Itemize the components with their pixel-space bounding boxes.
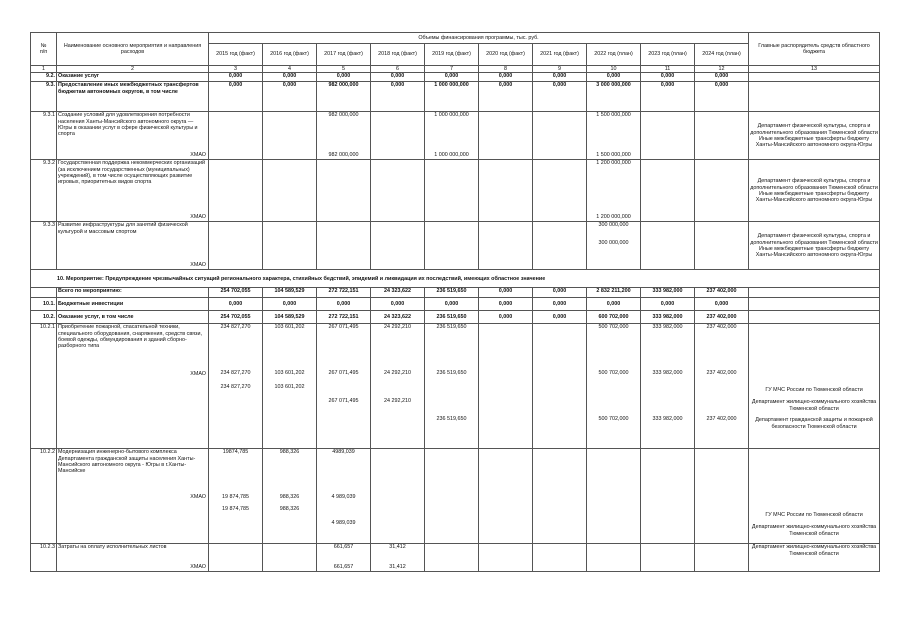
value-text: 267 071,495 — [328, 370, 359, 377]
col-number: 6 — [371, 66, 425, 73]
value-cell — [587, 160, 641, 222]
row-name: Всего по мероприятию: — [57, 288, 209, 298]
xmao-label: ХМАО — [190, 214, 206, 220]
value-text: 988,326 — [279, 494, 300, 501]
distributor-text: ГУ МЧС России по Тюменской области — [765, 512, 863, 519]
distributor-cell — [749, 449, 880, 544]
value-text: 982 000,000 — [328, 112, 359, 119]
value-cell: 0,000 — [263, 298, 317, 311]
row-name-text: Государственная поддержка некоммерческих организаций (за исключением государственных (муниципальных) учреждений), в том числе осуществляющих развитие игровых, приоритетных видов спорта — [58, 160, 206, 186]
value-cell — [209, 324, 263, 449]
value-text: 234 827,270 — [220, 384, 251, 391]
value-text: 31,412 — [389, 564, 406, 570]
value-cell: 0,000 — [371, 298, 425, 311]
value-cell — [371, 544, 425, 572]
value-text: 988,326 — [279, 449, 300, 456]
value-text: 236 519,650 — [436, 324, 467, 331]
value-text: 234 827,270 — [220, 370, 251, 377]
value-cell: 104 589,529 — [263, 288, 317, 298]
row-number: 9.3.2 — [31, 160, 57, 222]
value-cell — [587, 324, 641, 449]
col-number: 3 — [209, 66, 263, 73]
value-text: 24 292,210 — [384, 398, 411, 405]
value-text: 333 982,000 — [652, 370, 683, 377]
col-number: 8 — [479, 66, 533, 73]
value-cell: 982 000,000 — [317, 82, 371, 112]
value-text: 1 000 000,000 — [434, 112, 469, 119]
table-row — [31, 160, 880, 222]
value-text: 103 601,202 — [274, 324, 305, 331]
col-number: 7 — [425, 66, 479, 73]
distributor-cell — [749, 288, 880, 298]
distributor-text: Департамент гражданской защиты и пожарной безопасности Тюменской области — [755, 417, 873, 430]
value-cell: 0,000 — [263, 82, 317, 112]
value-cell: 0,000 — [587, 73, 641, 82]
row-number: 10.2.1 — [31, 324, 57, 449]
distributor-cell: Департамент физической культуры, спорта и дополнительного образования Тюменской области Иные межбюджетные трансферты бюджету Ханты-Мансийского автономного округа-Югры — [749, 222, 880, 270]
value-cell: 104 589,529 — [263, 311, 317, 324]
value-cell: 0,000 — [695, 82, 749, 112]
row-name — [57, 324, 209, 449]
value-text: 500 702,000 — [598, 324, 629, 331]
row-number: 10.2. — [31, 311, 57, 324]
value-cell: 0,000 — [425, 298, 479, 311]
xmao-label: ХМАО — [190, 564, 206, 570]
table-row — [31, 298, 880, 311]
row-number: 9.3.3 — [31, 222, 57, 270]
value-cell: 333 982,000 — [641, 288, 695, 298]
header-year: 2023 год (план) — [641, 44, 695, 66]
value-text: 4 989,039 — [331, 494, 356, 501]
value-cell: 236 519,650 — [425, 311, 479, 324]
distributor-cell — [749, 298, 880, 311]
value-cell: 0,000 — [317, 73, 371, 82]
value-cell — [209, 449, 263, 544]
col-number: 12 — [695, 66, 749, 73]
value-text: 267 071,495 — [328, 398, 359, 405]
value-cell: 3 000 000,000 — [587, 82, 641, 112]
xmao-label: ХМАО — [190, 262, 206, 268]
row-name — [57, 160, 209, 222]
value-text: 333 982,000 — [652, 324, 683, 331]
value-text: 267 071,495 — [328, 324, 359, 331]
distributor-cell — [749, 73, 880, 82]
distributor-text: Департамент жилищно-коммунального хозяйства Тюменской области — [751, 524, 877, 537]
value-cell: 0,000 — [695, 73, 749, 82]
xmao-label: ХМАО — [190, 152, 206, 158]
table-row — [31, 82, 880, 112]
value-text: 333 982,000 — [652, 416, 683, 423]
value-text: 103 601,202 — [274, 370, 305, 377]
row-name-text: Создание условий для удовлетворения потребности населения Ханты-Мансийского автономного округа — Югры в оказании услуг в сфере физической культуры и спорта — [58, 112, 198, 138]
value-cell — [317, 544, 371, 572]
value-text: 24 292,210 — [384, 324, 411, 331]
xmao-label: ХМАО — [190, 371, 206, 378]
header-name: Наименование основного мероприятия и направления расходов — [57, 33, 209, 66]
value-cell — [641, 324, 695, 449]
value-cell: 0,000 — [479, 73, 533, 82]
table-row — [31, 449, 880, 544]
value-cell: 237 402,000 — [695, 288, 749, 298]
value-text: 500 702,000 — [598, 416, 629, 423]
distributor-cell — [749, 324, 880, 449]
value-cell — [695, 324, 749, 449]
header-year: 2019 год (факт) — [425, 44, 479, 66]
header-year: 2021 год (факт) — [533, 44, 587, 66]
value-cell — [263, 449, 317, 544]
section-title: 10. Мероприятие: Предупреждение чрезвычайных ситуаций регионального характера, стихийных бедствий, эпидемий и ликвидация их последствий, имеющих областное значение — [31, 270, 880, 288]
table-row — [31, 73, 880, 82]
row-name-text: Затраты на оплату исполнительных листов — [58, 544, 167, 551]
value-cell: 24 323,622 — [371, 311, 425, 324]
value-cell: 0,000 — [641, 298, 695, 311]
distributor-text: Департамент жилищно-коммунального хозяйства Тюменской области — [751, 399, 877, 412]
header-year: 2024 год (план) — [695, 44, 749, 66]
table-row — [31, 544, 880, 572]
value-cell: 0,000 — [479, 82, 533, 112]
value-cell: 0,000 — [479, 298, 533, 311]
table-row — [31, 222, 880, 270]
value-cell: 236 519,650 — [425, 288, 479, 298]
distributor-cell — [749, 311, 880, 324]
value-text: 1 500 000,000 — [596, 112, 631, 119]
value-cell — [317, 449, 371, 544]
value-text: 300 000,000 — [598, 240, 629, 247]
value-cell: 1 000 000,000 — [425, 82, 479, 112]
value-cell — [371, 324, 425, 449]
value-cell: 24 323,622 — [371, 288, 425, 298]
value-text: 237 402,000 — [706, 416, 737, 423]
row-number: 9.2. — [31, 73, 57, 82]
row-number: 10.2.2 — [31, 449, 57, 544]
value-cell — [587, 222, 641, 270]
row-number: 10.2.3 — [31, 544, 57, 572]
table-row — [31, 324, 880, 449]
col-number: 10 — [587, 66, 641, 73]
xmao-label: ХМАО — [190, 494, 206, 501]
value-text: 988,326 — [279, 506, 300, 513]
value-cell: 0,000 — [641, 82, 695, 112]
distributor-cell — [749, 82, 880, 112]
distributor-cell: Департамент физической культуры, спорта и дополнительного образования Тюменской области Иные межбюджетные трансферты бюджету Ханты-Мансийского автономного округа-Югры — [749, 112, 880, 160]
value-cell: 0,000 — [209, 73, 263, 82]
table-row — [31, 112, 880, 160]
row-name — [57, 449, 209, 544]
col-number: 1 — [31, 66, 57, 73]
table-row — [31, 288, 880, 298]
value-text: 1 200 000,000 — [596, 160, 631, 167]
value-cell: 0,000 — [533, 82, 587, 112]
value-cell: 0,000 — [533, 73, 587, 82]
value-text: 500 702,000 — [598, 370, 629, 377]
col-number: 2 — [57, 66, 209, 73]
financing-table-sheet — [30, 32, 878, 572]
value-cell: 0,000 — [479, 288, 533, 298]
distributor-cell: Департамент жилищно-коммунального хозяйства Тюменской области — [749, 544, 880, 572]
col-number: 4 — [263, 66, 317, 73]
value-cell: 0,000 — [209, 298, 263, 311]
col-number: 13 — [749, 66, 880, 73]
value-cell — [263, 324, 317, 449]
value-cell: 254 702,055 — [209, 311, 263, 324]
row-name — [57, 222, 209, 270]
value-text: 1 500 000,000 — [596, 152, 631, 158]
value-text: 31,412 — [389, 544, 406, 551]
row-number: 10.1. — [31, 298, 57, 311]
value-text: 4989,039 — [332, 449, 355, 456]
row-name — [57, 544, 209, 572]
row-name: Бюджетные инвестиции — [57, 298, 209, 311]
value-text: 1 200 000,000 — [596, 214, 631, 220]
header-number: № п/п — [31, 33, 57, 66]
header-year: 2020 год (факт) — [479, 44, 533, 66]
table-row — [31, 270, 880, 288]
financing-table — [30, 32, 880, 572]
value-text: 19 874,785 — [222, 494, 249, 501]
value-cell: 0,000 — [209, 82, 263, 112]
value-text: 1 000 000,000 — [434, 152, 469, 158]
distributor-cell: Департамент физической культуры, спорта и дополнительного образования Тюменской области Иные межбюджетные трансферты бюджету Ханты-Мансийского автономного округа-Югры — [749, 160, 880, 222]
value-text: 103 601,202 — [274, 384, 305, 391]
col-number: 9 — [533, 66, 587, 73]
row-name-text: Приобретение пожарной, спасательной техники, специального оборудования, снаряжения, средств связи, боевой одежды, обмундирования и зданий сборно-разборного типа — [58, 324, 203, 350]
table-row — [31, 311, 880, 324]
row-name: Оказание услуг — [57, 73, 209, 82]
value-cell: 0,000 — [641, 73, 695, 82]
row-name: Предоставление иных межбюджетных трансфертов бюджетам автономных округов, в том числе — [57, 82, 209, 112]
value-text: 237 402,000 — [706, 324, 737, 331]
value-text: 234 827,270 — [220, 324, 251, 331]
row-number: 9.3.1 — [31, 112, 57, 160]
value-cell: 272 722,151 — [317, 311, 371, 324]
row-name-text: Модернизация инженерно-бытового комплекса Департамента гражданской защиты населения Ханты-Мансийского автономного округа - Югры в г.Ханты-Мансийске — [58, 449, 196, 475]
value-cell: 0,000 — [533, 311, 587, 324]
value-text: 661,657 — [333, 564, 354, 570]
header-year: 2016 год (факт) — [263, 44, 317, 66]
value-cell: 0,000 — [263, 73, 317, 82]
value-text: 19 874,785 — [222, 506, 249, 513]
header-year: 2018 год (факт) — [371, 44, 425, 66]
value-cell: 600 702,000 — [587, 311, 641, 324]
value-cell: 0,000 — [371, 82, 425, 112]
row-name-text: Развитие инфраструктуры для занятий физической культурой и массовым спортом — [58, 222, 188, 235]
value-cell: 0,000 — [371, 73, 425, 82]
value-cell: 0,000 — [425, 73, 479, 82]
value-cell — [425, 112, 479, 160]
value-cell: 333 982,000 — [641, 311, 695, 324]
value-cell: 0,000 — [479, 311, 533, 324]
value-text: 24 292,210 — [384, 370, 411, 377]
value-text: 4 989,039 — [331, 520, 356, 527]
value-cell: 254 702,055 — [209, 288, 263, 298]
value-text: 19874,785 — [222, 449, 249, 456]
distributor-text: ГУ МЧС России по Тюменской области — [765, 387, 863, 394]
value-cell: 0,000 — [695, 298, 749, 311]
header-year: 2017 год (факт) — [317, 44, 371, 66]
row-number: 9.3. — [31, 82, 57, 112]
header-distributor: Главные распорядитель средств областного бюджета — [749, 33, 880, 66]
value-text: 236 519,650 — [436, 416, 467, 423]
row-name — [57, 112, 209, 160]
value-cell — [425, 324, 479, 449]
value-cell — [317, 324, 371, 449]
value-text: 236 519,650 — [436, 370, 467, 377]
header-year: 2015 год (факт) — [209, 44, 263, 66]
value-cell: 0,000 — [533, 298, 587, 311]
value-cell: 0,000 — [533, 288, 587, 298]
value-cell — [587, 112, 641, 160]
header-year: 2022 год (план) — [587, 44, 641, 66]
value-text: 237 402,000 — [706, 370, 737, 377]
value-cell — [317, 112, 371, 160]
row-number — [31, 288, 57, 298]
value-cell: 272 722,151 — [317, 288, 371, 298]
value-text: 661,657 — [333, 544, 354, 551]
value-cell: 2 832 211,200 — [587, 288, 641, 298]
value-text: 300 000,000 — [598, 222, 629, 229]
value-cell: 0,000 — [587, 298, 641, 311]
col-number: 5 — [317, 66, 371, 73]
header-volume: Объемы финансирования программы, тыс. руб. — [209, 33, 749, 44]
value-text: 982 000,000 — [328, 152, 359, 158]
col-number: 11 — [641, 66, 695, 73]
value-cell: 237 402,000 — [695, 311, 749, 324]
row-name: Оказание услуг, в том числе — [57, 311, 209, 324]
value-cell: 0,000 — [317, 298, 371, 311]
